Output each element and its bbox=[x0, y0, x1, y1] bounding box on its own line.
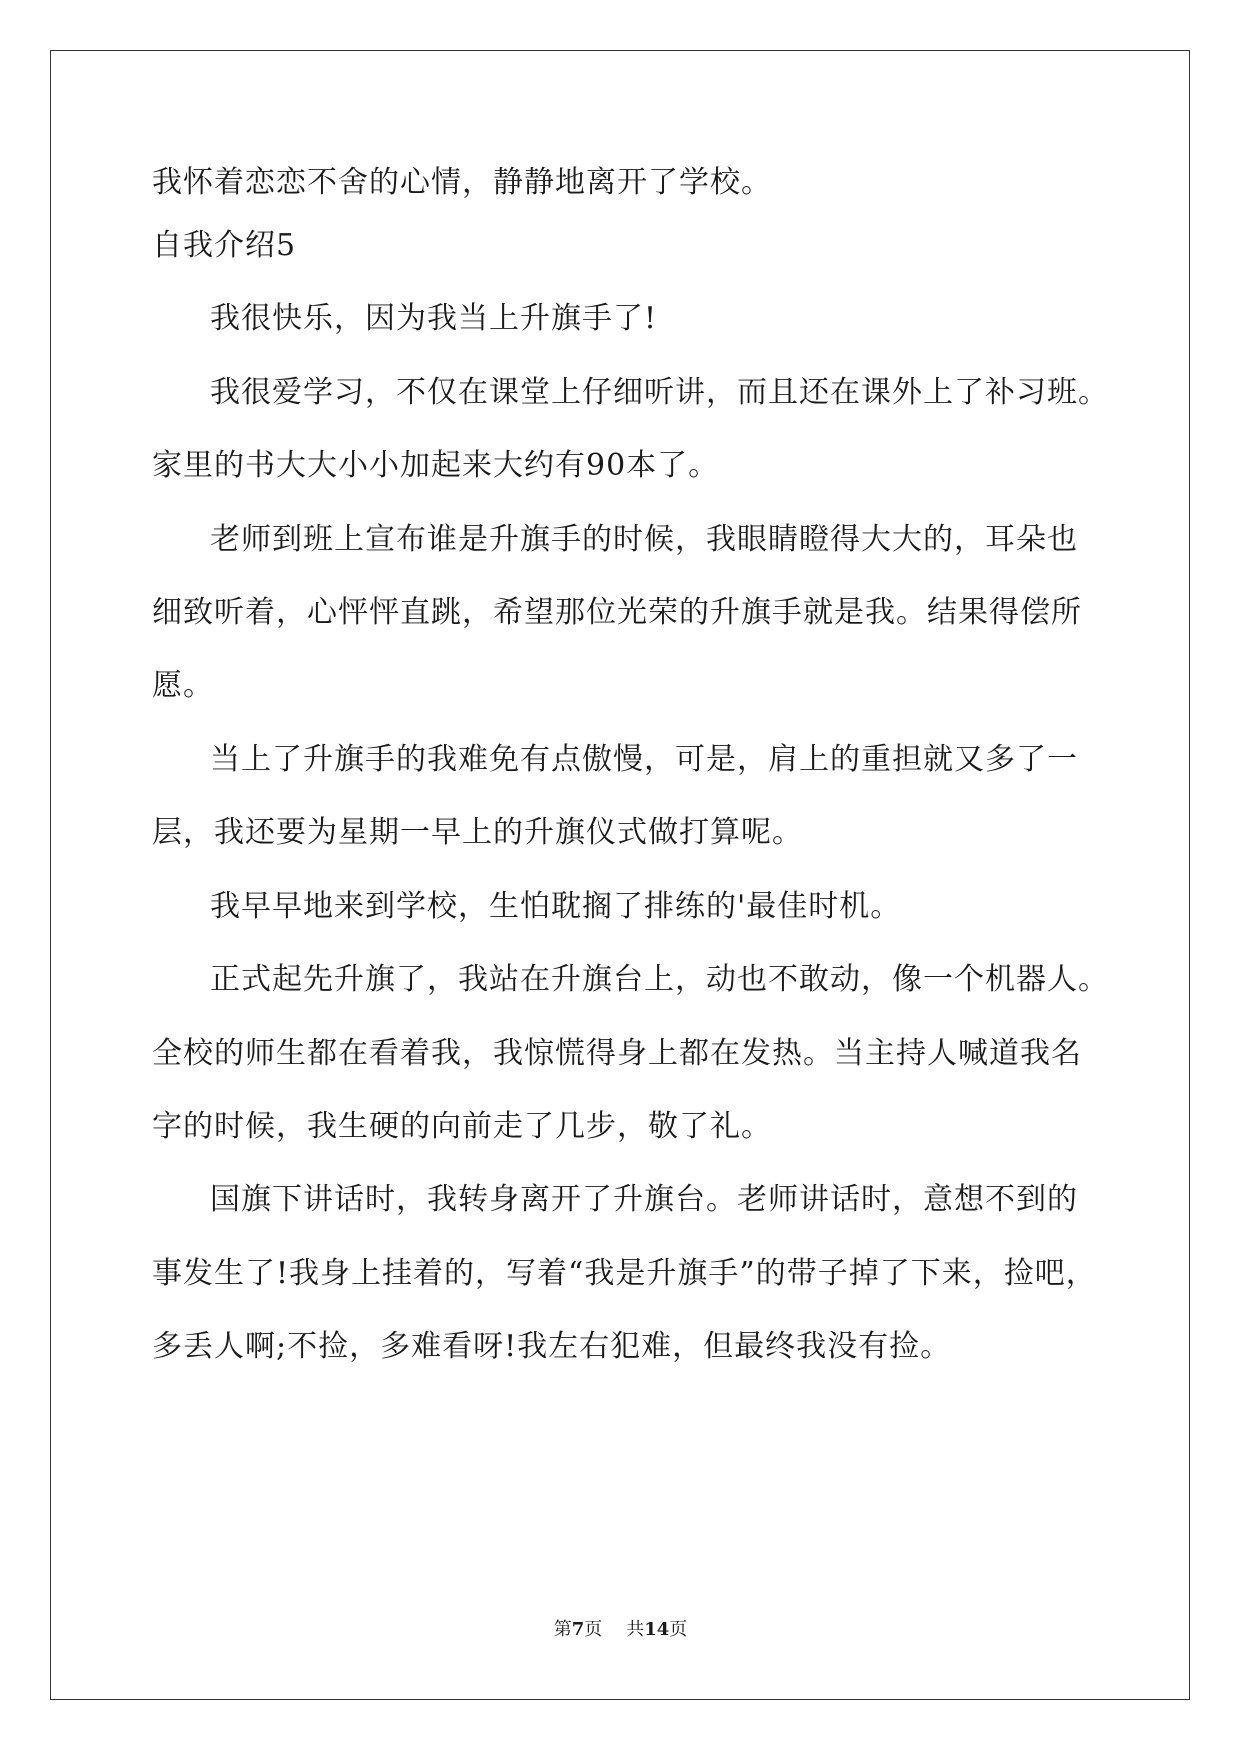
total-page-count: 14 bbox=[644, 1619, 670, 1640]
text-line: 我早早地来到学校，生怕耽搁了排练的'最佳时机。 bbox=[210, 889, 902, 924]
text-line: 多丢人啊;不捡，多难看呀!我左右犯难，但最终我没有捡。 bbox=[152, 1329, 952, 1364]
footer-page-suffix: 页 bbox=[584, 1619, 603, 1640]
footer-prefix: 第 bbox=[553, 1619, 572, 1640]
text-line: 愿。 bbox=[152, 668, 214, 703]
page-border bbox=[50, 50, 1190, 1700]
text-line: 细致听着，心怦怦直跳，希望那位光荣的升旗手就是我。结果得偿所 bbox=[152, 595, 1082, 630]
footer-total-prefix: 共 bbox=[626, 1619, 645, 1640]
text-line: 国旗下讲话时，我转身离开了升旗台。老师讲话时，意想不到的 bbox=[210, 1182, 1078, 1217]
section-heading: 自我介绍5 bbox=[152, 228, 297, 263]
text-line: 字的时候，我生硬的向前走了几步，敬了礼。 bbox=[152, 1109, 772, 1144]
page-footer bbox=[0, 1619, 1241, 1641]
text-line: 正式起先升旗了，我站在升旗台上，动也不敢动，像一个机器人。 bbox=[210, 962, 1109, 997]
footer-total-suffix: 页 bbox=[669, 1619, 688, 1640]
text-line: 老师到班上宣布谁是升旗手的时候，我眼睛瞪得大大的，耳朵也 bbox=[210, 522, 1078, 557]
current-page-number: 7 bbox=[571, 1619, 585, 1640]
text-line: 家里的书大大小小加起来大约有90本了。 bbox=[152, 448, 720, 483]
text-line: 我怀着恋恋不舍的心情，静静地离开了学校。 bbox=[152, 165, 772, 200]
text-line: 层，我还要为星期一早上的升旗仪式做打算呢。 bbox=[152, 815, 803, 850]
text-line: 全校的师生都在看着我，我惊慌得身上都在发热。当主持人喊道我名 bbox=[152, 1036, 1082, 1071]
text-line: 事发生了!我身上挂着的，写着“我是升旗手”的带子掉了下来，捡吧， bbox=[152, 1256, 1097, 1291]
text-line: 当上了升旗手的我难免有点傲慢，可是，肩上的重担就又多了一 bbox=[210, 742, 1078, 777]
text-line: 我很爱学习，不仅在课堂上仔细听讲，而且还在课外上了补习班。 bbox=[210, 375, 1109, 410]
text-line: 我很快乐，因为我当上升旗手了! bbox=[210, 301, 658, 336]
